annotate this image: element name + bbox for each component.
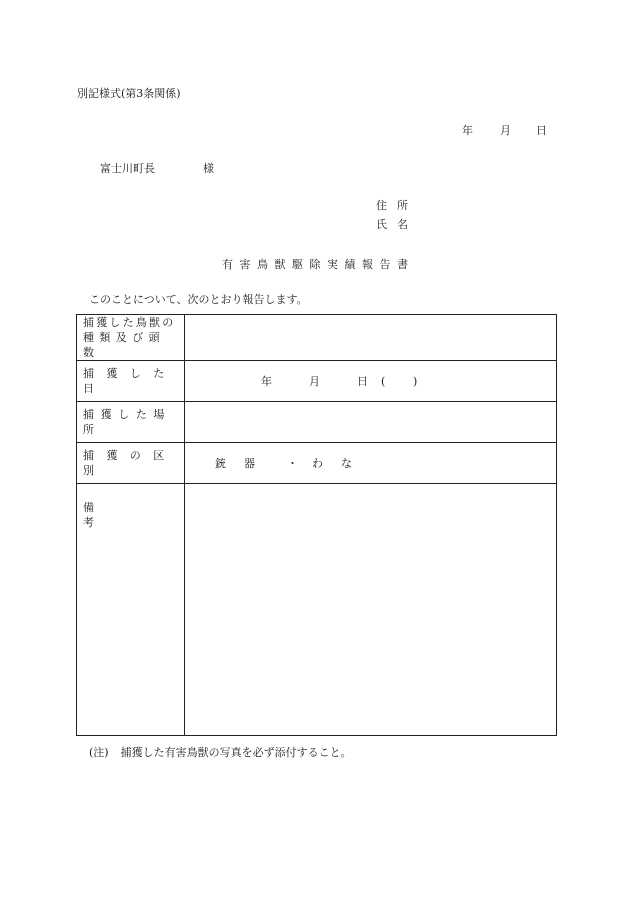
capture-place-label [77, 402, 185, 443]
remarks-label [77, 484, 185, 736]
date-year-label: 年 [462, 124, 473, 137]
label-line2: 種類及び頭数 [83, 331, 165, 359]
label-text [83, 315, 180, 330]
addressee-name: 富士川町長 [100, 162, 155, 175]
capture-year-label: 年 [261, 375, 272, 388]
method-option-trap[interactable]: わな [312, 457, 370, 470]
footnote-text: 捕獲した有害鳥獣の写真を必ず添付すること。 [120, 746, 352, 759]
weekday-paren-open: ( [381, 375, 386, 388]
addressee-honorific: 様 [203, 162, 214, 175]
label-text: 備考 [83, 501, 165, 529]
species-count-label [77, 315, 185, 361]
document-title: 有害鳥獣駆除実績報告書 [222, 258, 415, 271]
table-row [77, 443, 557, 484]
label-text: 捕獲の区別 [83, 449, 177, 477]
footnote-prefix: (注) [89, 746, 109, 759]
method-separator: ・ [287, 457, 298, 470]
date-day-label: 日 [536, 124, 547, 137]
report-table [76, 314, 557, 736]
name-label: 氏名 [376, 218, 418, 231]
method-option-gun[interactable]: 銃器 [215, 457, 273, 470]
table-row [77, 484, 557, 736]
label-text: 捕獲した日 [83, 367, 177, 395]
weekday-paren-close: ) [413, 375, 418, 388]
capture-method-field[interactable] [185, 443, 557, 484]
report-date [462, 122, 547, 138]
label-text: 捕獲した場所 [83, 408, 171, 436]
capture-month-label: 月 [309, 375, 320, 388]
capture-place-field[interactable] [185, 402, 557, 443]
table-row [77, 361, 557, 402]
capture-date-label [77, 361, 185, 402]
capture-day-label: 日 [357, 375, 368, 388]
capture-method-label [77, 443, 185, 484]
species-count-label-line2 [77, 330, 184, 360]
table-row [77, 315, 557, 361]
form-reference: 別記様式(第3条関係) [77, 87, 181, 100]
species-count-field[interactable] [185, 315, 557, 361]
table-row [77, 402, 557, 443]
addressee [100, 160, 214, 176]
intro-text: このことについて、次のとおり報告します。 [89, 293, 308, 306]
date-month-label: 月 [500, 124, 511, 137]
capture-date-field[interactable] [185, 361, 557, 402]
species-count-label-line1 [77, 315, 184, 330]
label-line1: 捕獲した鳥獣の [83, 316, 176, 329]
address-label: 住所 [376, 199, 418, 212]
remarks-field[interactable] [185, 484, 557, 736]
footnote [89, 744, 352, 760]
